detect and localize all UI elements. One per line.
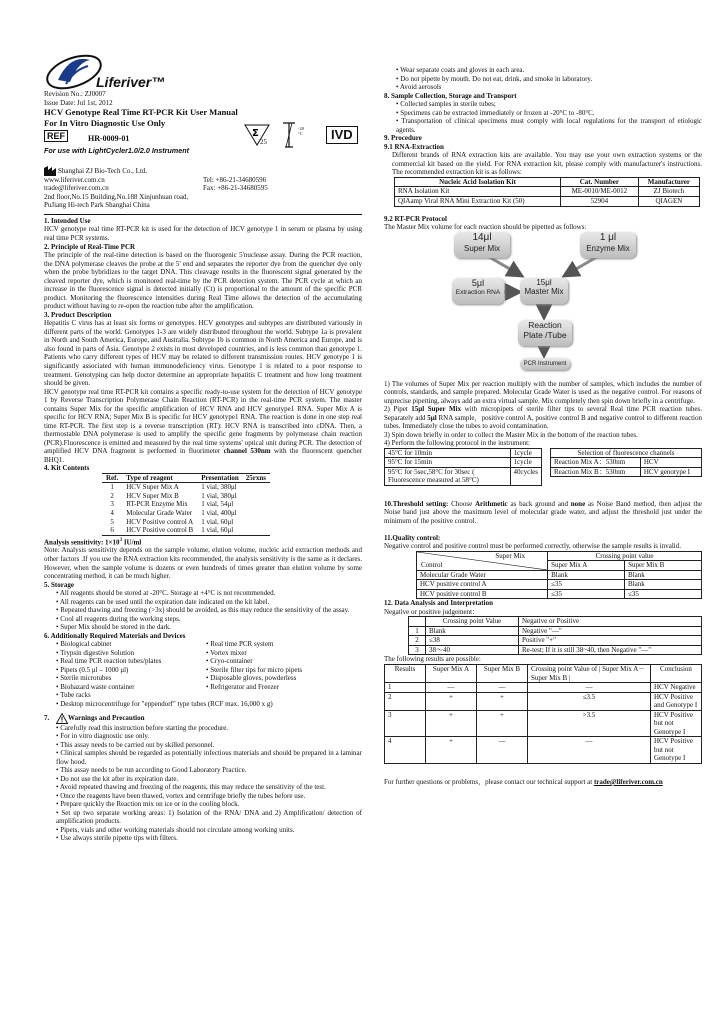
result-row-cell: >3.5 — [528, 710, 651, 737]
kit-row-cell: 5 — [110, 517, 114, 526]
company-web: www.liferiver.com.cn — [44, 175, 105, 184]
result-row-cell: — — [528, 683, 651, 693]
fluorescence-row — [551, 467, 702, 477]
protocol-row-cell: 45°C for 10min — [385, 448, 511, 458]
warning-item: • Pipets, vials and other working materials should not circulate among working units. — [56, 825, 295, 834]
res-header-results: Results — [385, 664, 426, 682]
section-data-analysis-title: 12. Data Analysis and Interpretation — [384, 599, 493, 608]
kit-header-presentation: Presentation 25rxns — [197, 473, 270, 483]
section-extraction-title: 9.1 RNA-Extraction — [384, 142, 444, 151]
qc-header-crossing: Crossing point value — [548, 552, 701, 562]
kit-row-cell: 1 — [110, 483, 114, 492]
judgement-row — [409, 645, 702, 655]
warning-item: • Clinical samples should be regarded as potentially infectious materials and should be prepared in a laminar flow hood. — [56, 749, 362, 766]
qc-row — [417, 570, 702, 580]
storage-item: • Cool all reagents during the working steps. — [56, 614, 181, 623]
ext-header-kit: Nucleic Acid Isolation Kit — [395, 177, 561, 187]
section-intended-use-title: 1. Intended Use — [44, 216, 91, 225]
temperature-limit-icon — [282, 122, 296, 148]
flow-master-mix: 15μl Master Mix — [520, 278, 568, 304]
result-row-cell: 2 — [385, 692, 426, 710]
result-row — [385, 692, 702, 710]
extraction-kit-row-cell: ZJ Biotech — [638, 187, 699, 197]
kit-row-cell: HCV Positive control A — [126, 517, 194, 526]
fluorescence-row-cell: HCV — [640, 458, 701, 468]
result-row — [385, 683, 702, 693]
qc-diagonal-header: Super Mix Control — [417, 551, 548, 570]
result-row-cell: — — [477, 683, 528, 693]
judgement-row-cell: Blank — [426, 626, 519, 636]
section-warnings-title: Warnings and Precaution — [68, 713, 145, 722]
contact-email-link[interactable]: trade@liferiver.com.cn — [593, 777, 663, 786]
ext-header-manufacturer: Manufacturer — [638, 177, 699, 187]
sigma-count: 25 — [260, 138, 267, 146]
kit-row — [102, 492, 270, 501]
materials-row — [56, 640, 362, 649]
materials-row — [56, 674, 362, 683]
flow-enzyme-mix: 1 μl Enzyme Mix — [580, 232, 636, 258]
kit-row-cell: 6 — [110, 526, 114, 535]
fluorescence-row — [551, 458, 702, 468]
materials-item: • Sterile filter tips for micro pipets — [206, 665, 303, 674]
manufacturer-icon — [44, 164, 58, 176]
ref-label: REF — [44, 130, 68, 142]
divider — [44, 214, 362, 215]
sample-item: • Specimens can be extracted immediately or frozen at -20°C to -80°C. — [396, 108, 595, 117]
materials-item: • Trypsin digestive Solution — [56, 648, 135, 657]
materials-item: • Biological cabinet — [56, 640, 112, 649]
sensitivity-line: Analysis sensitivity: $1\times 10^3$ IU/ml — [44, 537, 142, 546]
judgement-row-cell: Re-test; If it is still 38~40, then Negative "—" — [519, 645, 702, 655]
protocol-row-cell: 95°C for 15min — [385, 458, 511, 468]
judge-header-crossing: Crossing point Value — [426, 617, 519, 627]
section-qc-title: 11.Quality control: — [384, 533, 441, 542]
flow-pcr-instrument: PCR Instrument — [520, 358, 570, 370]
materials-item: • Cryo-container — [206, 657, 253, 666]
extraction-text: Different brands of RNA extraction kits are available. You may use your own extraction systems or the commercial kit based on the yield. For RNA extraction kit, please comply with manufacturer's instructions. The recommended extraction kit is as follows: — [392, 151, 702, 177]
judgement-row-cell: Negative "—" — [519, 626, 702, 636]
contact-line: For further questions or problems，please contact our technical support at trade@liferiver.com.cn — [384, 777, 663, 786]
materials-item: • Sterile microtubes — [56, 674, 112, 683]
judgement-row-cell: ≤38 — [426, 636, 519, 646]
qc-row-cell: HCV positive control A — [417, 580, 548, 590]
result-row-cell: 1 — [385, 683, 426, 693]
materials-item: • Biohazard waste container — [56, 682, 135, 691]
svg-text:Σ: Σ — [252, 128, 259, 139]
fluor-header: Selection of fluorescence channels — [551, 448, 702, 458]
kit-row — [102, 483, 270, 492]
kit-row-cell: HCV Super Mix B — [126, 491, 179, 500]
warning-item: • Once the reagents have been thawed, vortex and centrifuge briefly the tubes before use. — [56, 791, 306, 800]
step-2: 2) Pipet 15μl Super Mix with micropipets of sterile filter tips to several Real time PCR reaction tubes. Separately add 5μl RNA sample，positive control A, positive control B and negative control to different reaction tubes. Immediately close the tubes to avoid contamination. — [384, 405, 702, 431]
temperature-value: -20 °C — [298, 126, 304, 137]
step-1: 1) The volumes of Super Mix per reaction multiply with the number of samples, which includes the number of controls, standards, and sample prepared. Molecular Grade Water is used as the negative control. For reasons of unprecise pipetting, always add an extra virtual sample. Mix completely then spin down briefly in a centrifuge. — [384, 379, 702, 405]
judgement-table — [408, 616, 702, 655]
section-product-text-2: HCV genotype real time RT-PCR kit contains a specific ready-to-use system for the detection of HCV genotype 1 by Reverse Transcription Polymerase Chain Reaction (RT-PCR) in the real-time PCR system. The master contains Super Mix for the specific amplification of HCV RNA and HCV genotype1 RNA. Super Mix A is specific for HCV RNA; Super Mix B is specific for HCV genotype1 RNA. The reaction is done in one step real time RT-PCR. The first step is a reverse transcription (RT): HCV RNA is transcribed into cDNA. Then, a thermostable DNA polymerase is used to amplify the specific gene fragments by polymerase chain reaction (PCR).Fluorescence is emitted and measured by the real time systems' optical unit during PCR. The detection of amplified HCV DNA fragment is performed in fluorimeter channel 530nm with the fluorescent quencher BHQ1. — [44, 387, 363, 464]
qc-header-mix-b: Super Mix B — [628, 561, 665, 570]
qc-row-cell: Blank — [548, 570, 625, 580]
result-row-cell: — — [528, 737, 651, 764]
kit-row — [102, 509, 270, 518]
qc-row-cell: Blank — [625, 580, 702, 590]
judgement-row-cell: 3 — [409, 645, 426, 655]
kit-row — [102, 500, 270, 509]
kit-header-ref: Ref. — [102, 473, 122, 483]
qc-row-cell: ≤35 — [548, 589, 625, 599]
materials-item: • Vortex mixer — [206, 648, 247, 657]
result-row-cell: ≤3.5 — [528, 692, 651, 710]
precaution-item: • Avoid aerosols — [396, 83, 442, 92]
protocol-row-cell: 95°C for 5sec,58°C for 30sec ( Fluorescence measured at 58°C) — [385, 467, 511, 485]
company-info — [44, 164, 362, 210]
fluorescence-row-cell: HCV genotype I — [640, 467, 701, 477]
qc-row-cell: ≤35 — [548, 580, 625, 590]
result-row-cell: + — [477, 692, 528, 710]
res-header-mix-b: Super Mix B — [477, 664, 528, 682]
extraction-kit-row-cell: 52904 — [561, 196, 639, 206]
company-email: trade@liferiver.com.cn — [44, 184, 109, 193]
result-row-cell: HCV Positive and Genotype I — [651, 692, 702, 710]
issue-date: Issue Date: Jul 1st, 2012 — [44, 98, 113, 107]
sample-item: • Collected samples in sterile tubes; — [396, 100, 496, 109]
protocol-row-cell: 1cycle — [510, 448, 542, 458]
materials-row — [56, 649, 362, 658]
judgement-row-cell: 1 — [409, 626, 426, 636]
warning-item: • Carefully read this instruction before starting the procedure. — [56, 723, 229, 732]
res-header-conclusion: Conclusion — [651, 664, 702, 682]
master-mix-flow-diagram — [384, 232, 702, 372]
kit-contents-table — [102, 473, 270, 536]
kit-row-cell: 1 vial, 60μl — [201, 526, 234, 535]
company-tel: Tel: +86-21-34680596 — [203, 175, 267, 184]
qc-header-mix-a: Super Mix A — [548, 561, 625, 570]
judgement-row-cell: Positive "+" — [519, 636, 702, 646]
company-fax: Fax: +86-21-34680595 — [203, 184, 268, 193]
res-header-mix-a: Super Mix A — [426, 664, 477, 682]
precaution-item: • Do not pipette by mouth. Do not eat, drink, and smoke in laboratory. — [396, 74, 593, 83]
judgement-row — [409, 626, 702, 636]
company-address-2: PuJiang Hi-tech Park Shanghai China — [44, 201, 150, 210]
kit-header-type: Type of reagent — [122, 473, 197, 483]
revision-number: Revision No.: ZJ0007 — [44, 90, 106, 98]
extraction-kit-row — [395, 187, 700, 197]
storage-item: • Repeated thawing and freezing (>3x) should be avoided, as this may reduce the sensitivity of the assay. — [56, 606, 350, 615]
warning-triangle-icon — [56, 713, 68, 724]
qc-row-cell: ≤35 — [625, 589, 702, 599]
precaution-item: • Wear separate coats and gloves in each area. — [396, 66, 525, 74]
protocol-row — [385, 467, 542, 485]
protocol-row-cell: 1cycle — [510, 458, 542, 468]
storage-item: • All reagents can be used until the expiration date indicated on the kit label. — [56, 597, 270, 606]
step-4: 4) Perform the following protocol in the instrument: — [384, 439, 531, 448]
section-principle-title: 2. Principle of Real-Time PCR — [44, 242, 136, 251]
qc-row-cell: Blank — [625, 570, 702, 580]
storage-item: • All reagents should be stored at -20°C. Storage at +4°C is not recommended. — [56, 589, 276, 598]
judgement-subtitle: Negative or positive judgement： — [384, 607, 480, 616]
kit-row-cell: 4 — [110, 509, 114, 517]
rtpcr-text: The Master Mix volume for each reaction should be pipetted as follows: — [384, 223, 587, 232]
materials-item: • Refrigerator and Freezer — [206, 682, 279, 691]
cycling-protocol-table — [384, 448, 542, 486]
qc-text: Negative control and positive control must be performed correctly, otherwise the sample results is invalid. — [384, 542, 681, 551]
kit-row-cell: HCV Super Mix A — [126, 483, 179, 492]
company-name: Shanghai ZJ Bio-Tech Co., Ltd. — [58, 167, 148, 176]
extraction-kit-row-cell: ME-0010/ME-0012 — [561, 187, 639, 197]
kit-row-cell: Molecular Grade Water — [126, 509, 193, 517]
kit-row-cell: 1 vial, 60μl — [201, 517, 234, 526]
result-row-cell: HCV Negative — [651, 683, 702, 693]
extraction-kit-row — [395, 196, 700, 206]
warning-item: • Use always sterile pipette tips with filters. — [56, 834, 178, 843]
threshold-setting: 10.Threshold setting: Choose Arithmetic as back ground and none as Noise Band method, then adjust the Noise band just above the maximum level of molecular grade water, and adjust the threshold just under the minimum of the positive control. — [384, 499, 702, 525]
result-row-cell: HCV Positive but not Genotype I — [651, 737, 702, 764]
judge-header-result: Negative or Positive — [519, 617, 702, 627]
materials-item: • Real time PCR reaction tubes/plates — [56, 657, 162, 666]
results-table — [384, 664, 702, 764]
result-row-cell: — — [477, 737, 528, 764]
materials-last-item: • Desktop microcentrifuge for "eppendorf" type tubes (RCF max. 16,000 x g) — [56, 700, 273, 709]
materials-list — [44, 640, 362, 708]
section-intended-use-text: HCV genotype real time RT-PCR kit is used for the detection of HCV genotype 1 in serum or plasma by using real time PCR systems. — [44, 225, 362, 242]
judgement-row — [409, 636, 702, 646]
section-principle-text: The principle of the real-time detection is based on the fluorogenic 5'nuclease assay. During the PCR reaction, the DNA polymerase cleaves the probe at the 5' end and separates the reporter dye from the quencher dye only when the probe hybridizes to the target DNA. This cleavage results in the fluorescent signal generated by the cleaved reporter dye, which is monitored real-time by the PCR detection system. The PCR cycle at which an increase in the fluorescence signal is detected initially (Ct) is proportional to the amount of the specific PCR product. Monitoring the fluorescence intensities during Real Time allows the detection of the accumulating product without having to re-open the reaction tube after the amplification. — [44, 251, 362, 311]
extraction-kit-table — [394, 177, 700, 207]
res-header-crossing: Crossing point Value of | Super Mix A－Super Mix B | — [528, 664, 651, 682]
flow-reaction-plate: Reaction Plate /Tube — [518, 320, 572, 346]
result-row — [385, 737, 702, 764]
warnings-list — [44, 724, 362, 843]
ivd-symbol: IVD — [326, 126, 358, 144]
warning-item: • For in vitro diagnostic use only. — [56, 732, 150, 741]
sensitivity-note: Note: Analysis sensitivity depends on the sample volume, elution volume, nucleic acid extraction methods and other factors .If you use the RNA extraction kits recommended, the analysis sensitivity is the same as it declares. However, when the sample volume is dozens or even hundreds of times greater than elution volume by some concentrating method, it can be much higher. — [44, 546, 362, 581]
flow-extraction-rna: 5μl Extraction RNA — [452, 278, 504, 304]
step-3: 3) Spin down briefly in order to collect the Master Mix in the bottom of the reaction tubes. — [384, 430, 638, 439]
judgement-row-cell: 38～40 — [426, 645, 519, 655]
quality-control-table — [416, 551, 702, 600]
protocol-row-cell: 40cycles — [510, 467, 542, 485]
storage-list — [44, 589, 362, 632]
precaution-continued-list — [384, 66, 702, 92]
materials-row — [56, 691, 362, 700]
result-row-cell: + — [426, 710, 477, 737]
protocol-row — [385, 458, 542, 468]
flow-super-mix: 14μl Super Mix — [454, 232, 510, 258]
section-product-text-1: Hepatitis C virus has at least six forms or genotypes. HCV genotypes and subtypes are distributed variously in different parts of the world. Genotypes 1-3 are widely distributed throughout the world. Subtype 1a is prevalent in North and South America, Europe, and Australia. Subtype 1b is common in North America and Europe, and is also found in parts of Asia. Genotype 2 exists in most developed countries, and is less common than genotype 1. Patients who carry different types of HCV may be related to different transmission routes. HCV genotype 1 is significantly associated with human immunodeficiency virus. Genotype 1 is related to a poor response to treatment. Genotyping can help doctor determine an appropriate hepatitis C treatment and how long treatment should be given. — [44, 319, 362, 388]
logo-text: Liferiver™ — [96, 74, 166, 90]
materials-row — [56, 657, 362, 666]
kit-row-cell: 2 — [110, 491, 114, 500]
kit-row-cell: 1 vial, 400μl — [201, 509, 237, 517]
materials-item: • Real time PCR system — [206, 640, 274, 649]
extraction-kit-row-cell: RNA Isolation Kit — [395, 187, 561, 197]
section-kit-contents-title: 4. Kit Contents — [44, 464, 90, 473]
sample-list — [384, 100, 702, 134]
extraction-kit-row-cell: QIAamp Viral RNA Mini Extraction Kit (50) — [395, 196, 561, 206]
result-row-cell: + — [426, 737, 477, 764]
fluorescence-row-cell: Reaction Mix A：530nm — [551, 458, 641, 468]
warning-item: • This assay needs to be carried out by skilled personnel. — [56, 740, 215, 749]
result-row-cell: + — [477, 710, 528, 737]
ext-header-cat: Cat. Number — [561, 177, 639, 187]
section-procedure-title: 9. Procedure — [384, 134, 422, 143]
qc-row-cell: Molecular Grade Water — [417, 570, 548, 580]
materials-item: • Tube racks — [56, 691, 91, 700]
materials-row — [56, 666, 362, 675]
company-address-1: 2nd floor,No.15 Building,No.188 Xinjunhuan road, — [44, 192, 189, 201]
section-warnings-heading: 7. Warnings and Precaution — [44, 713, 145, 722]
section-storage-title: 5. Storage — [44, 580, 74, 589]
warning-item: • This assay needs to be run according to Good Laboratory Practice. — [56, 766, 247, 775]
kit-row-cell: 1 vial, 380μl — [201, 483, 237, 492]
ref-row — [44, 131, 362, 145]
right-column — [384, 66, 702, 786]
warning-item: • Avoid repeated thawing and freezing of the reagents, this may reduce the sensitivity of the test. — [56, 783, 326, 792]
symbol-sigma — [244, 124, 270, 149]
kit-row-cell: 3 — [110, 500, 114, 509]
kit-row — [102, 518, 270, 527]
fluorescence-channel-table — [550, 448, 702, 478]
fluorescence-row-cell: Reaction Mix B：530nm — [551, 467, 641, 477]
kit-row — [102, 526, 270, 535]
warning-item: • Do not use the kit after its expiration date. — [56, 774, 179, 783]
logo-area — [44, 50, 362, 90]
manual-title: HCV Genotype Real Time RT-PCR Kit User Manual — [44, 107, 238, 118]
instrument-note: For use with LightCycler1.0/2.0 Instrument — [44, 146, 189, 156]
kit-row-cell: RT-PCR Enzyme Mix — [126, 500, 188, 509]
results-intro: The following results are possible: — [384, 655, 481, 664]
extraction-kit-row-cell: QIAGEN — [638, 196, 699, 206]
qc-row-cell: HCV positive control B — [417, 589, 548, 599]
section-sample-title: 8. Sample Collection, Storage and Transport — [384, 91, 517, 100]
protocol-row — [385, 448, 542, 458]
ref-code: HR-0009-01 — [88, 134, 130, 144]
left-column — [44, 50, 362, 843]
result-row-cell: 4 — [385, 737, 426, 764]
section-product-title: 3. Product Description — [44, 310, 112, 319]
result-row-cell: HCV Positive but not Genotype I — [651, 710, 702, 737]
qc-row — [417, 589, 702, 599]
qc-row — [417, 580, 702, 590]
protocol-tables — [384, 448, 702, 486]
result-row — [385, 710, 702, 737]
kit-row-cell: HCV Positive control B — [126, 526, 194, 535]
section-materials-title: 6. Additionally Required Materials and Devices — [44, 631, 186, 640]
judgement-row-cell: 2 — [409, 636, 426, 646]
manual-subtitle: For In Vitro Diagnostic Use Only — [44, 117, 166, 128]
result-row-cell: + — [426, 692, 477, 710]
materials-item: • Disposable gloves, powderless — [206, 674, 297, 683]
materials-row — [56, 683, 362, 692]
result-row-cell: — — [426, 683, 477, 693]
warning-item: • Prepare quickly the Reaction mix on ice or in the cooling block. — [56, 800, 240, 809]
storage-item: • Super Mix should be stored in the dark. — [56, 623, 172, 632]
materials-item: • Pipets (0.5 μl – 1000 μl) — [56, 665, 129, 674]
warning-item: • Set up two separate working areas: 1) Isolation of the RNA/ DNA and 2) Amplification/ detection of amplification products. — [56, 808, 362, 826]
result-row-cell: 3 — [385, 710, 426, 737]
kit-row-cell: 1 vial, 380μl — [201, 491, 237, 500]
kit-row-cell: 1 vial, 54μl — [201, 500, 234, 509]
symbol-temperature — [282, 122, 304, 151]
section-rtpcr-title: 9.2 RT-PCR Protocol — [384, 214, 447, 223]
sample-item: • Transportation of clinical specimens must comply with local regulations for the transport of etiologic agents. — [396, 117, 702, 134]
